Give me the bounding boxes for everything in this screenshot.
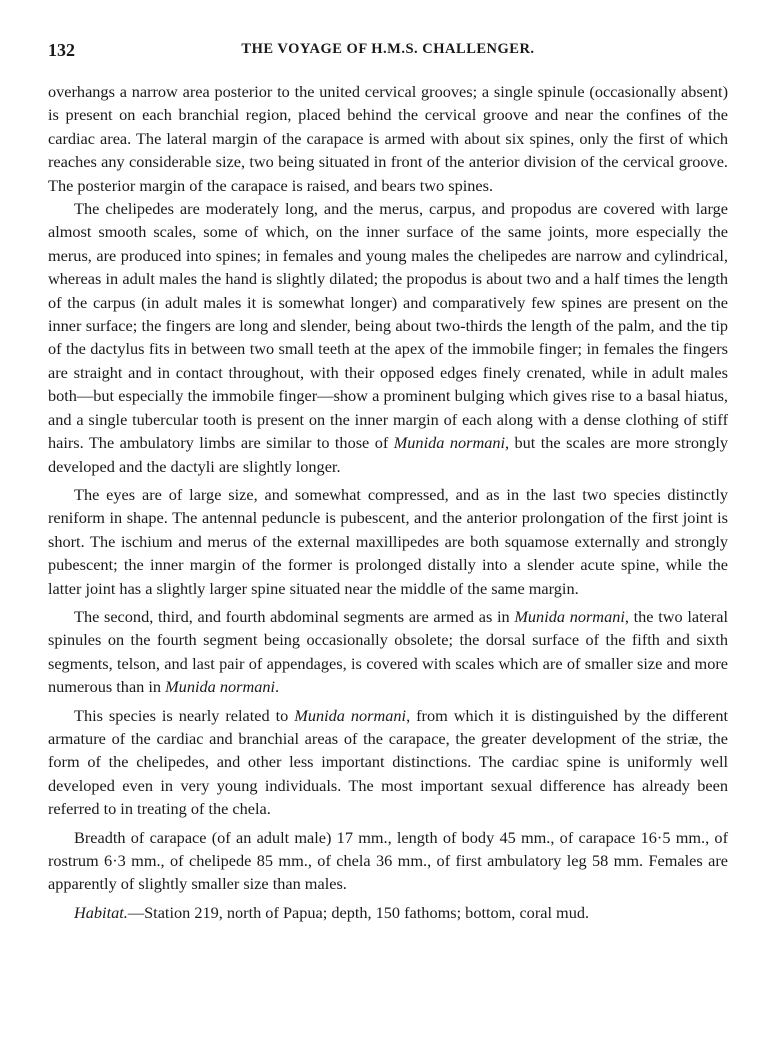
page-header [48, 40, 728, 64]
paragraph-text: overhangs a narrow area posterior to the united cervical grooves; a single spinule (occasionally absent) is present on each branchial region, placed behind the cervical groove and near the confines of the cardiac area. The lateral margin of the carapace is armed with about six spines, only the first of which reaches any considerable size, two being situated in front of the anterior division of the cervical groove. The posterior margin of the carapace is raised, and bears two spines. [48, 82, 728, 195]
paragraph-text: This species is nearly related to [74, 705, 295, 725]
paragraph-text: The eyes are of large size, and somewhat compressed, and as in the last two species distinctly reniform in shape. The antennal peduncle is pubescent, and the anterior prolongation of the first joint is short. The ischium and merus of the external maxillipedes are both squamose externally and strongly pubescent; the inner margin of the former is prolonged distally into a slender acute spine, while the latter joint has a slightly larger spine situated near the middle of the same margin. [48, 484, 728, 598]
paragraph-text: —Station 219, north of Papua; depth, 150 fathoms; bottom, coral mud. [127, 902, 590, 922]
paragraph-eyes [48, 483, 728, 600]
body-text [48, 80, 728, 924]
paragraph-abdominal-segments [48, 605, 728, 699]
paragraph-text: The second, third, and fourth abdominal segments are armed as in [74, 606, 515, 626]
paragraph-habitat [48, 901, 728, 924]
paragraph-text: . [275, 677, 280, 697]
paragraph-text: , but the scales are more strongly developed and the dactyli are slightly longer. [48, 433, 728, 476]
paragraph-measurements [48, 826, 728, 896]
paragraph-text: , the two lateral spinules on the fourth segment being occasionally obsolete; the dorsal surface of the fifth and sixth segments, telson, and last pair of appendages, is covered with scales which are of smaller size and more numerous than in [48, 606, 728, 697]
paragraph-text: , from which it is distinguished by the different armature of the cardiac and branchial areas of the carapace, the greater development of the striæ, the form of the chelipedes, and other less important distinctions. The cardiac spine is uniformly well developed even in very young individuals. The most important sexual difference has already been referred to in treating of the chela. [48, 705, 728, 819]
paragraph-text: The chelipedes are moderately long, and the merus, carpus, and propodus are covered with large almost smooth scales, some of which, on the inner surface of the same joints, more especially the merus, are produced into spines; in females and young males the chelipedes are narrow and cylindrical, whereas in adult males the hand is slightly dilated; the propodus is about two and a half times the length of the carpus (in adult males it is somewhat longer) and comparatively few spines are present on the inner surface; the fingers are long and slender, being about two-thirds the length of the palm, and the tip of the dactylus fits in between two small teeth at the apex of the immobile finger; in females the fingers are straight and in contact throughout, with their opposed edges finely crenated, while in adult males both—but especially the immobile finger—show a prominent bulging which gives rise to a basal hiatus, and a single tubercular tooth is present on the inner margin of each along with a dense clothing of stiff hairs. The ambulatory limbs are similar to those of [48, 199, 728, 453]
running-title: THE VOYAGE OF H.M.S. CHALLENGER. [241, 41, 535, 57]
paragraph-carapace-continued [48, 80, 728, 197]
species-name: Munida normani [165, 677, 276, 697]
habitat-label: Habitat. [74, 902, 128, 922]
species-name: Munida normani [294, 705, 407, 725]
paragraph-chelipedes [48, 197, 728, 478]
species-name: Munida normani [514, 606, 625, 626]
paragraph-text: Breadth of carapace (of an adult male) 17 mm., length of body 45 mm., of carapace 16·5 mm., of rostrum 6·3 mm., of chelipede 85 mm., of chela 36 mm., of first ambulatory leg 58 mm. Females are apparently of slightly smaller size than males. [48, 827, 728, 894]
page-number: 132 [48, 40, 75, 60]
paragraph-relations [48, 704, 728, 821]
species-name: Munida normani [393, 433, 506, 453]
